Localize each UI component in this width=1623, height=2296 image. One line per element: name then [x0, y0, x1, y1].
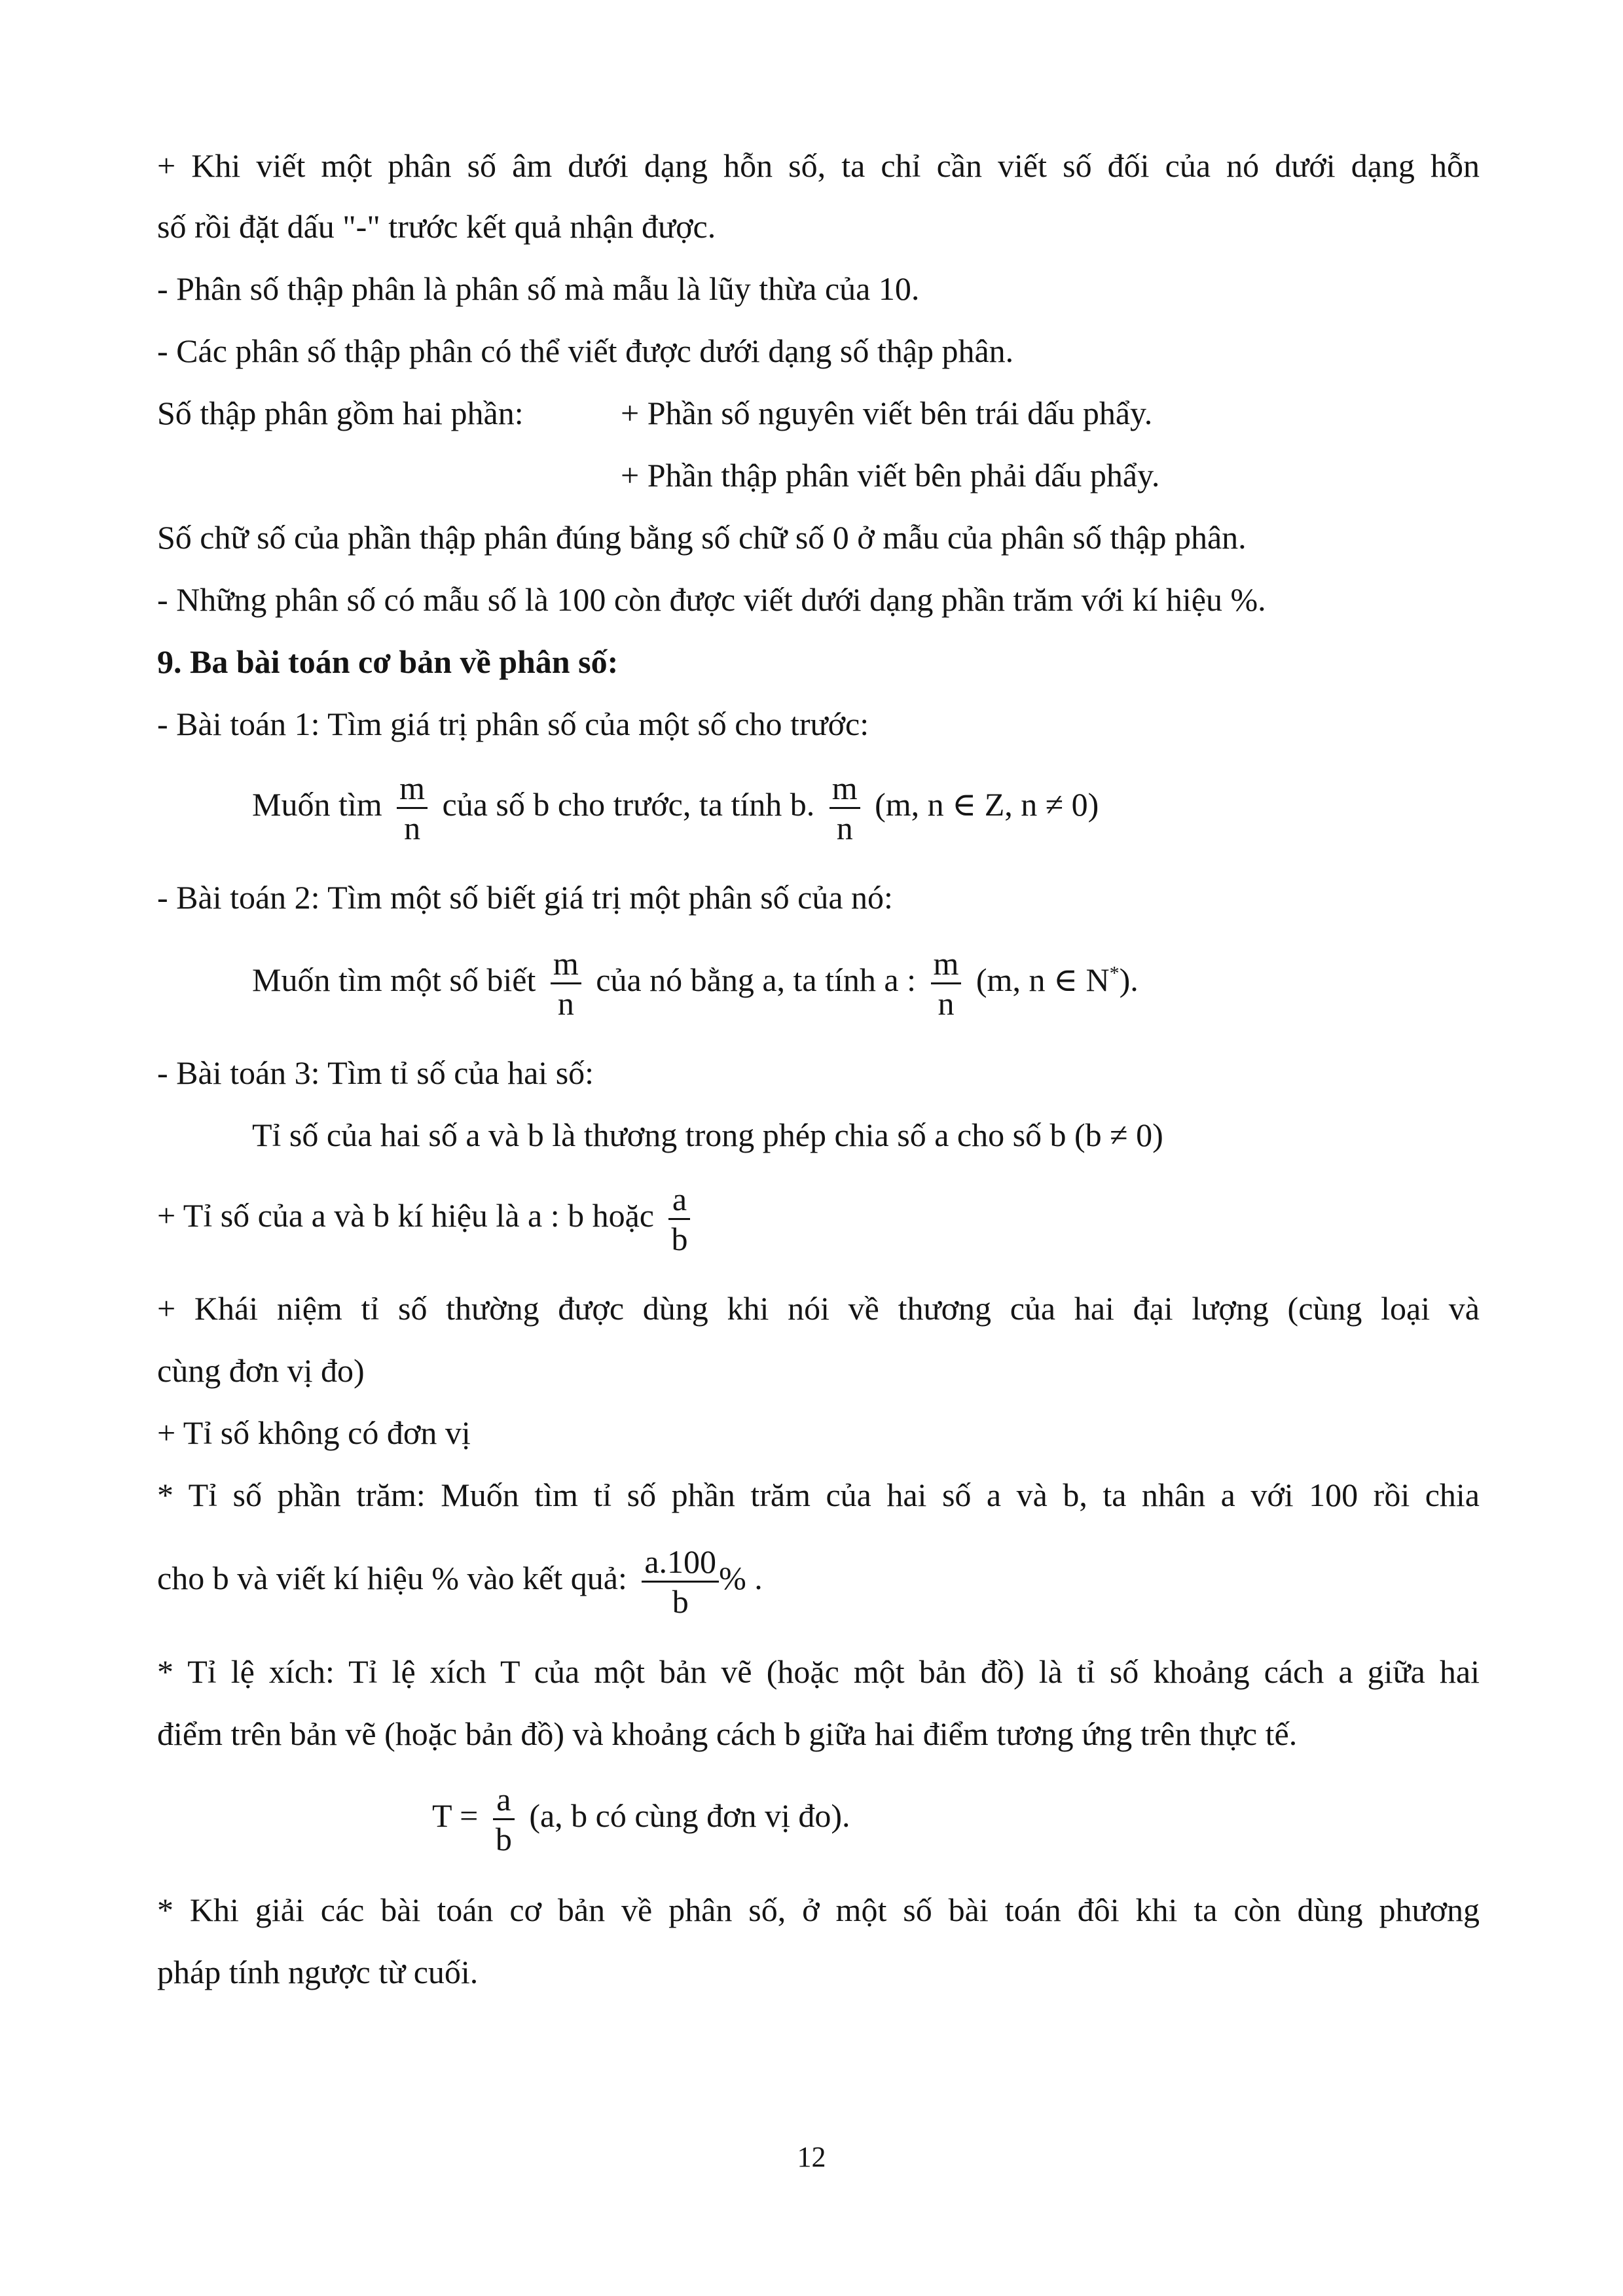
text-line: Tỉ số của hai số a và b là thương trong phép chia số a cho số b (b ≠ 0)	[252, 1117, 1163, 1153]
text-line: - Bài toán 1: Tìm giá trị phân số của một số cho trước:	[157, 706, 869, 742]
fraction-denominator: b	[672, 1583, 689, 1620]
text-line: pháp tính ngược từ cuối.	[157, 1954, 479, 1990]
fraction	[830, 769, 860, 847]
formula-text: Muốn tìm	[252, 785, 382, 823]
formula-line	[432, 1780, 850, 1858]
fraction-denominator: n	[404, 810, 421, 846]
text-line: * Tỉ số phần trăm: Muốn tìm tỉ số phần trăm của hai số a và b, ta nhân a với 100 rồi chia	[157, 1477, 1480, 1513]
fraction	[551, 944, 581, 1022]
formula-text: cho b và viết kí hiệu % vào kết quả:	[157, 1559, 627, 1596]
text-line: + Phần số nguyên viết bên trái dấu phẩy.	[621, 395, 1153, 431]
fraction-denominator: b	[671, 1221, 688, 1257]
text-line: + Khái niệm tỉ số thường được dùng khi nói về thương của hai đại lượng (cùng loại và	[157, 1290, 1480, 1327]
fraction-denominator: n	[557, 985, 574, 1022]
fraction	[493, 1780, 515, 1858]
fraction-numerator: m	[551, 944, 581, 984]
text-line: Số chữ số của phần thập phân đúng bằng số chữ số 0 ở mẫu của phân số thập phân.	[157, 519, 1247, 556]
text-line: + Phần thập phân viết bên phải dấu phẩy.	[621, 457, 1160, 493]
text-line: * Khi giải các bài toán cơ bản về phân số, ở một số bài toán đôi khi ta còn dùng phương	[157, 1892, 1480, 1928]
text-line: - Phân số thập phân là phân số mà mẫu là lũy thừa của 10.	[157, 270, 920, 307]
text-line: + Khi viết một phân số âm dưới dạng hỗn số, ta chỉ cần viết số đối của nó dưới dạng hỗn	[157, 147, 1480, 184]
formula-text: + Tỉ số của a và b kí hiệu là a : b hoặc	[157, 1196, 654, 1234]
fraction	[931, 944, 962, 1022]
fraction-denominator: n	[836, 810, 853, 846]
fraction	[668, 1180, 690, 1258]
formula-text: (a, b có cùng đơn vị đo).	[529, 1797, 850, 1834]
text-line: - Bài toán 3: Tìm tỉ số của hai số:	[157, 1054, 594, 1091]
formula-line	[157, 1180, 697, 1258]
text-line: * Tỉ lệ xích: Tỉ lệ xích T của một bản vẽ (hoặc một bản đồ) là tỉ số khoảng cách a giữa hai	[157, 1653, 1480, 1690]
fraction-numerator: m	[931, 944, 962, 984]
fraction-denominator: b	[495, 1821, 512, 1857]
formula-line	[252, 769, 1099, 847]
text-line: cùng đơn vị đo)	[157, 1352, 365, 1389]
formula-text: (m, n ∈ Z, n ≠ 0)	[875, 785, 1099, 823]
fraction	[642, 1543, 719, 1621]
formula-text: Muốn tìm một số biết	[252, 961, 536, 998]
text-line: Số thập phân gồm hai phần:	[157, 395, 524, 431]
formula-text: của số b cho trước, ta tính b.	[442, 785, 815, 823]
formula-text: ).	[1119, 961, 1139, 998]
fraction-numerator: a	[493, 1780, 515, 1820]
formula-line	[157, 1543, 763, 1621]
fraction-numerator: m	[397, 769, 428, 809]
page-number: 12	[797, 2141, 826, 2173]
fraction-numerator: a.100	[642, 1543, 719, 1583]
text-line: số rồi đặt dấu "-" trước kết quả nhận được.	[157, 208, 716, 245]
section-heading: 9. Ba bài toán cơ bản về phân số:	[157, 643, 619, 680]
formula-line	[252, 944, 1139, 1022]
text-line: - Bài toán 2: Tìm một số biết giá trị một phân số của nó:	[157, 879, 893, 916]
fraction-numerator: a	[668, 1180, 690, 1220]
formula-text: % .	[719, 1559, 763, 1596]
text-line: - Những phân số có mẫu số là 100 còn được viết dưới dạng phần trăm với kí hiệu %.	[157, 581, 1266, 618]
fraction-numerator: m	[830, 769, 860, 809]
text-line: điểm trên bản vẽ (hoặc bản đồ) và khoảng cách b giữa hai điểm tương ứng trên thực tế.	[157, 1715, 1298, 1752]
text-line: + Tỉ số không có đơn vị	[157, 1414, 471, 1451]
formula-text: của nó bằng a, ta tính a :	[596, 961, 916, 998]
fraction	[397, 769, 428, 847]
text-line: - Các phân số thập phân có thể viết được dưới dạng số thập phân.	[157, 332, 1014, 369]
superscript: *	[1109, 962, 1120, 984]
formula-text: T =	[432, 1797, 479, 1834]
formula-text: (m, n ∈ N	[976, 961, 1110, 998]
fraction-denominator: n	[938, 985, 955, 1022]
